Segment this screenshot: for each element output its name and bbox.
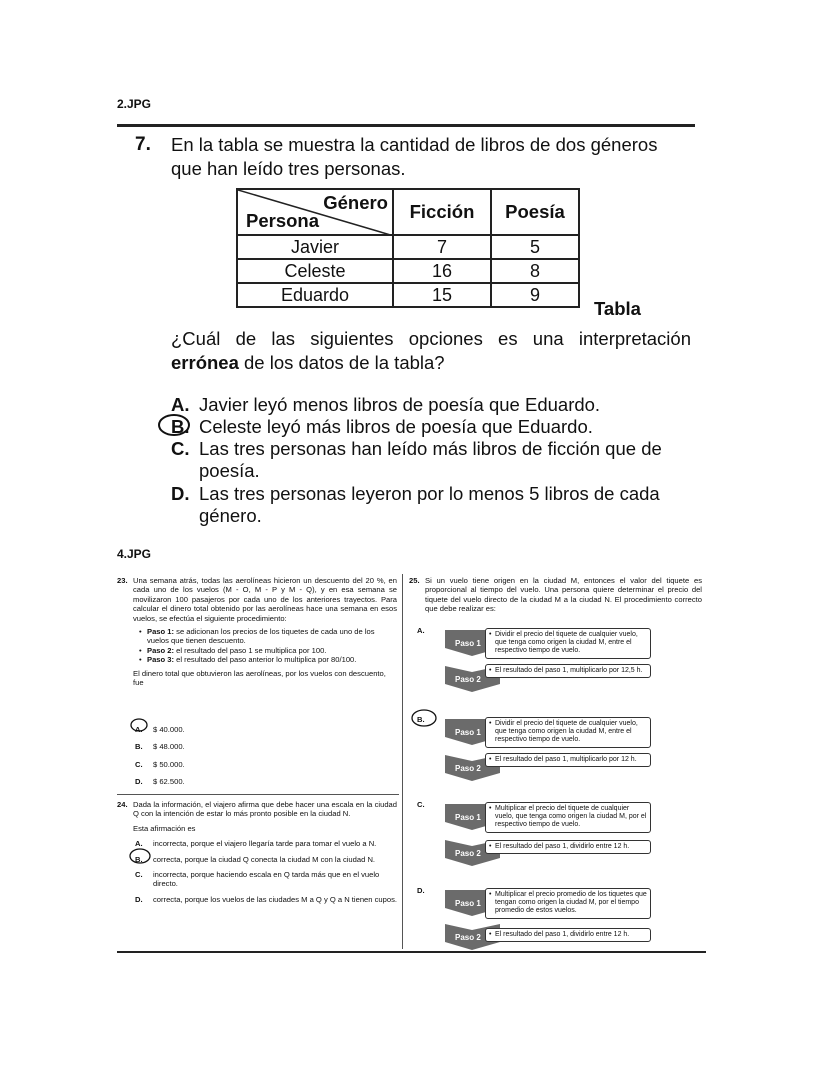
image-caption-4jpg: 4.JPG [117,547,152,561]
table-corner-cell [237,189,393,235]
table-row [237,235,579,259]
option-letter: C. [171,438,190,459]
question-separator [117,794,399,795]
answer-letter: D. [135,894,143,904]
option-c[interactable] [171,438,691,482]
question-text: Si un vuelo tiene origen en la ciudad M, entonces el valor del tiquete es proporcional al tiempo del vuelo. Una persona quiere determinar el precio del tiquete del vuelo directo de la ciudad M a la ciudad N. El procedimiento correcto que debe realizar es: [425,576,702,614]
corner-person-label: Persona [246,210,320,231]
handwritten-circle-icon [129,848,151,864]
prompt-part: de los datos de la tabla? [238,352,445,373]
question-24-answers [117,839,397,904]
image-caption-2jpg: 2.JPG [117,97,152,111]
step-label: Paso 1 [455,813,481,822]
scanned-questions-23-25 [117,568,706,955]
step-label: Paso 1 [455,728,481,737]
option-letter: D. [171,483,190,504]
step-label: Paso 2 [455,764,481,773]
handwritten-circle-icon [130,718,148,732]
answer-d[interactable] [117,895,397,904]
answer-text: $ 50.000. [153,759,185,769]
option-text: Javier leyó menos libros de poesía que Eduardo. [199,394,601,415]
row-name: Celeste [237,259,393,283]
step-text: se adicionan los precios de los tiquetes de cada uno de los vuelos que tienen descuento. [147,627,375,646]
step-label: Paso 2: [147,645,175,655]
question-text: En la tabla se muestra la cantidad de libros de dos géneros que han leído tres personas. [171,134,658,179]
question-23 [117,576,397,687]
step-label: Paso 2 [455,933,481,942]
option-letter: D. [417,886,425,895]
handwritten-circle-icon [411,709,437,727]
answer-letter: B. [135,854,143,864]
table-header-row [237,189,579,235]
question-23-conclusion: El dinero total que obtuvieron las aerolíneas, por los vuelos con descuento, fue [133,668,386,688]
list-item [139,627,397,646]
scanned-question-7 [117,124,695,531]
row-name: Javier [237,235,393,259]
prompt-part: ¿Cuál de las siguientes opciones es una interpretación [171,328,691,349]
step-label: Paso 1 [455,639,481,648]
prompt-emphasis: errónea [171,352,239,373]
option-text: Celeste leyó más libros de poesía que Eduardo. [199,416,593,437]
row-fiction: 15 [393,283,491,307]
option-letter: A. [417,626,425,635]
step-label: Paso 1 [455,899,481,908]
step-description: • Multiplicar el precio promedio de los tiquetes que tengan como origen la ciudad M, por el tiempo promedio de estos vuelos. [485,888,651,919]
top-rule [117,124,695,127]
question-24-prompt: Esta afirmación es [133,823,196,833]
column-divider [402,574,403,949]
step-description: • El resultado del paso 1, multiplicarlo por 12 h. [485,753,651,767]
question-24 [117,800,397,904]
question-24-intro [117,800,397,819]
row-name: Eduardo [237,283,393,307]
answer-letter: C. [135,759,143,769]
procedure-steps [117,627,397,665]
step-description: • El resultado del paso 1, multiplicarlo por 12,5 h. [485,664,651,678]
row-poetry: 5 [491,235,579,259]
question-number: 7. [135,134,151,155]
option-text: Las tres personas han leído más libros de ficción que de poesía. [199,438,662,481]
table-row [237,259,579,283]
answer-c[interactable] [117,760,397,769]
header-fiction: Ficción [393,189,491,235]
answer-d[interactable] [117,777,397,786]
row-fiction: 16 [393,259,491,283]
table-label: Tabla [594,298,641,319]
step-label: Paso 2 [455,675,481,684]
answer-a[interactable] [117,839,397,848]
step-description: • Dividir el precio del tiquete de cualquier vuelo, que tenga como origen la ciudad M, entre el respectivo tiempo de vuelo. [485,628,651,659]
row-poetry: 9 [491,283,579,307]
option-letter: B. [417,715,425,724]
question-23-answers [117,717,397,787]
step-label: Paso 3: [147,655,175,665]
answer-text: incorrecta, porque el viajero llegaría tarde para tomar el vuelo a N. [153,839,377,849]
answer-a[interactable] [117,725,397,734]
books-table [236,188,580,308]
table-row [237,283,579,307]
answer-text: $ 40.000. [153,725,185,734]
answer-text: correcta, porque la ciudad Q conecta la ciudad M con la ciudad N. [153,854,376,864]
list-item [139,646,397,655]
answer-b[interactable] [117,855,397,864]
option-letter: A. [171,394,190,415]
bottom-rule [117,951,706,953]
question-text: Una semana atrás, todas las aerolíneas hicieron un descuento del 20 %, en cada uno de los vuelos (M - O, M - P y M - Q), y en esa semana se movilizaron 100 pasajeros por cada uno de los anteriores trayectos. Para calcular el dinero total obtenido por las aerolíneas hace una semana en esos vuelos, se efectúa el siguiente procedimiento: [133,576,397,623]
answer-letter: C. [135,870,143,880]
handwritten-circle-icon [157,413,191,437]
step-description: • El resultado del paso 1, dividirlo entre 12 h. [485,928,651,942]
row-poetry: 8 [491,259,579,283]
answer-b[interactable] [117,742,397,751]
option-letter: B. [171,416,190,437]
question-number: 25. [409,576,420,585]
option-b[interactable] [171,416,691,438]
question-number: 24. [117,800,128,809]
option-a[interactable] [171,394,691,416]
answer-text: $ 62.500. [153,777,185,787]
answer-letter: D. [135,777,143,787]
question-text: Dada la información, el viajero afirma que debe hacer una escala en la ciudad Q con la intención de estar lo más pronto posible en la ciudad N. [133,800,397,819]
option-text: Las tres personas leyeron por lo menos 5 libros de cada género. [199,483,660,526]
answer-c[interactable] [117,870,397,889]
option-d[interactable] [171,483,691,527]
question-prompt [171,327,691,375]
corner-genre-label: Género [323,192,388,213]
step-description: • El resultado del paso 1, dividirlo entre 12 h. [485,840,651,854]
step-text: el resultado del paso 1 se multiplica por 100. [176,645,327,655]
step-label: Paso 1: [147,627,175,637]
row-fiction: 7 [393,235,491,259]
list-item [139,655,397,664]
question-23-intro [117,576,397,623]
step-description: • Dividir el precio del tiquete de cualquier vuelo, que tenga como origen la ciudad M, entre el respectivo tiempo de vuelo. [485,717,651,748]
header-poetry: Poesía [491,189,579,235]
step-label: Paso 2 [455,849,481,858]
answer-letter: A. [135,725,143,734]
answer-letter: B. [135,742,143,752]
option-letter: C. [417,800,425,809]
question-number: 23. [117,576,128,585]
answer-text: incorrecta, porque haciendo escala en Q tarda más que en el vuelo directo. [153,870,380,889]
answer-letter: A. [135,839,143,849]
answer-text: correcta, porque los vuelos de las ciudades M a Q y Q a N tienen cupos. [153,894,397,904]
step-text: el resultado del paso anterior lo multiplica por 80/100. [176,655,357,665]
answer-text: $ 48.000. [153,742,185,752]
question-25 [409,576,702,614]
question-25-intro [409,576,702,614]
step-description: • Multiplicar el precio del tiquete de cualquier vuelo, que tenga como origen la ciudad M, por el respectivo tiempo de vuelo. [485,802,651,833]
